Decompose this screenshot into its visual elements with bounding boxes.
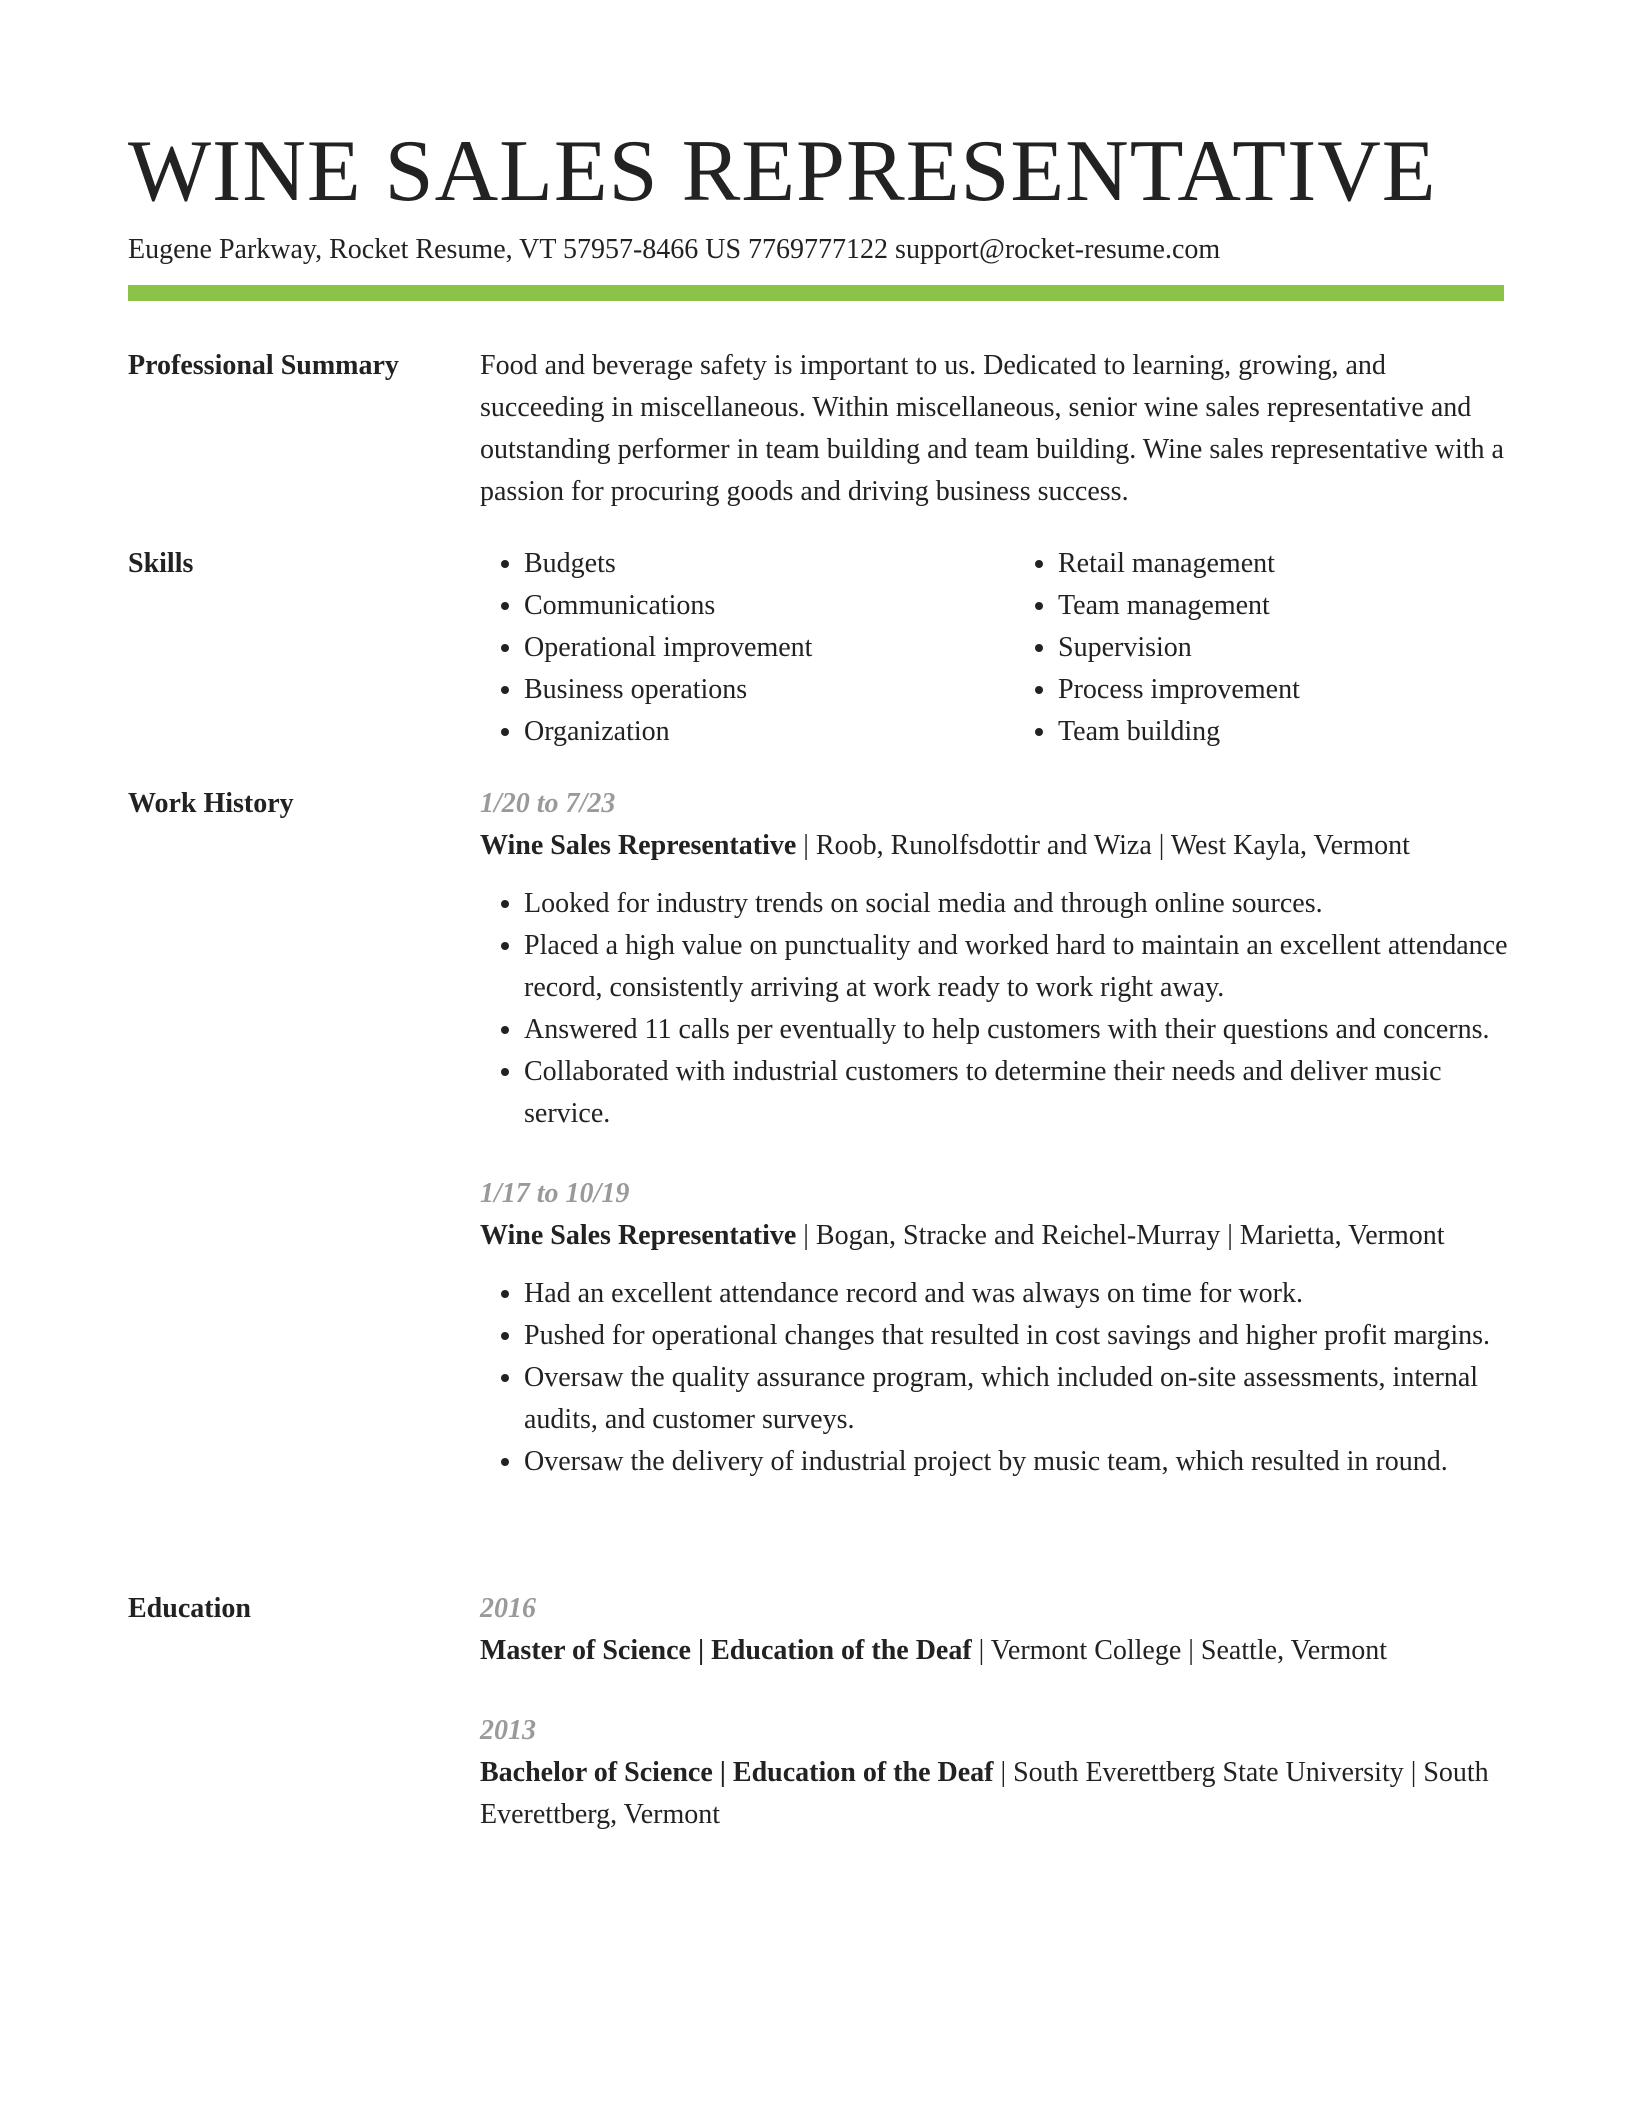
job-bullet: • Answered 11 calls per eventually to help customers with their questions and concerns.: [524, 1009, 1508, 1051]
job-bullet: • Had an excellent attendance record and was always on time for work.: [524, 1273, 1508, 1315]
education-details: | Vermont College | Seattle, Vermont: [971, 1635, 1388, 1666]
section-label-education: Education: [128, 1593, 251, 1624]
contact-line: Eugene Parkway, Rocket Resume, VT 57957-8466 US 7769777122 support@rocket-resume.com: [128, 234, 1221, 265]
skill-item: • Budgets: [524, 543, 974, 585]
skill-item: • Retail management: [1058, 543, 1508, 585]
job-bullet: • Oversaw the delivery of industrial project by music team, which resulted in round.: [524, 1441, 1508, 1483]
skills-list-right: [1014, 543, 1508, 753]
education-year: 2016: [480, 1593, 536, 1624]
skill-item: • Supervision: [1058, 627, 1508, 669]
education-entry: [480, 1710, 1508, 1836]
education-degree: Bachelor of Science | Education of the Deaf: [480, 1757, 994, 1788]
job-bullets: [480, 883, 1508, 1135]
accent-divider: [128, 285, 1504, 301]
section-label-work: Work History: [128, 788, 294, 819]
education-degree: Master of Science | Education of the Deaf: [480, 1635, 972, 1666]
job-title: Wine Sales Representative: [480, 830, 797, 861]
skill-item: • Team building: [1058, 711, 1508, 753]
job-bullet: • Placed a high value on punctuality and worked hard to maintain an excellent attendance record, consistently arriving at work ready to work right away.: [524, 925, 1508, 1009]
skill-item: • Team management: [1058, 585, 1508, 627]
job-dates: 1/20 to 7/23: [480, 788, 616, 819]
job-details: | Bogan, Stracke and Reichel-Murray | Marietta, Vermont: [796, 1220, 1445, 1251]
education-line: [480, 1752, 1508, 1836]
education-body: [480, 1588, 1508, 1836]
job-bullet: • Collaborated with industrial customers to determine their needs and deliver music service.: [524, 1051, 1508, 1135]
summary-text: Food and beverage safety is important to us. Dedicated to learning, growing, and succeeding in miscellaneous. Within miscellaneous, senior wine sales representative and outstanding performer in team building and team building. Wine sales representative with a passion for procuring goods and driving business success.: [480, 350, 1504, 507]
job-bullet: • Oversaw the quality assurance program, which included on-site assessments, internal audits, and customer surveys.: [524, 1357, 1508, 1441]
job-bullet: • Looked for industry trends on social media and through online sources.: [524, 883, 1508, 925]
summary-body: [480, 345, 1508, 513]
job-dates: 1/17 to 10/19: [480, 1178, 630, 1209]
skills-body: [480, 543, 1508, 753]
work-body: [480, 783, 1508, 1483]
section-label-summary: Professional Summary: [128, 350, 399, 381]
job-role-line: [480, 1215, 1508, 1257]
skill-item: • Organization: [524, 711, 974, 753]
job-bullet: • Pushed for operational changes that resulted in cost savings and higher profit margins.: [524, 1315, 1508, 1357]
section-label-skills: Skills: [128, 548, 194, 579]
education-details: | South Everettberg State University | South Everettberg, Vermont: [480, 1757, 1489, 1830]
education-year: 2013: [480, 1715, 536, 1746]
skill-item: • Operational improvement: [524, 627, 974, 669]
skills-list-left: [480, 543, 974, 753]
skill-item: • Process improvement: [1058, 669, 1508, 711]
job-title: Wine Sales Representative: [480, 1220, 797, 1251]
job-bullets: [480, 1273, 1508, 1483]
job-details: | Roob, Runolfsdottir and Wiza | West Kayla, Vermont: [796, 830, 1410, 861]
resume-title: WINE SALES REPRESENTATIVE: [128, 123, 1437, 220]
job-entry: [480, 783, 1508, 1135]
skill-item: • Communications: [524, 585, 974, 627]
education-line: [480, 1630, 1508, 1672]
job-role-line: [480, 825, 1508, 867]
skill-item: • Business operations: [524, 669, 974, 711]
education-entry: [480, 1588, 1508, 1672]
job-entry: [480, 1173, 1508, 1483]
